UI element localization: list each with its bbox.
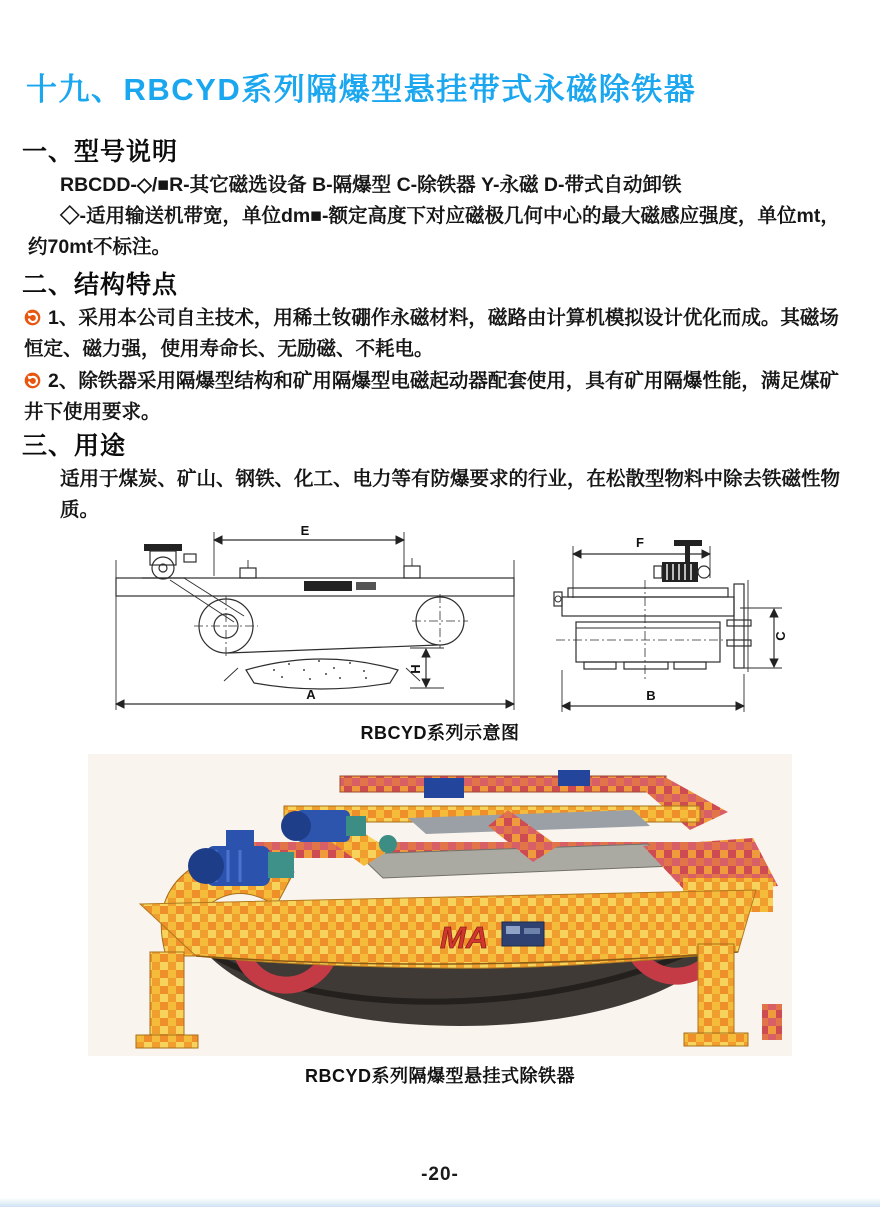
section-heading-usage: 三、用途 [22,432,127,460]
page-number: -20- [421,1164,459,1185]
page-title: 十九、RBCYD系列隔爆型悬挂带式永磁除铁器 [26,72,697,107]
usage-text: 适用于煤炭、矿山、钢铁、化工、电力等有防爆要求的行业，在松散型物料中除去铁磁性物质。 [60,468,841,521]
dim-label-B: B [646,688,656,703]
material-pile [246,659,398,689]
schematic-caption: RBCYD系列示意图 [360,723,520,743]
dim-label-F: F [636,535,644,550]
dim-label-A: A [306,687,316,702]
orange-arrow-bullet-icon [24,305,41,322]
structure-bullet-2-text: 2、除铁器采用隔爆型结构和矿用隔爆型电磁起动器配套使用，具有矿用隔爆性能，满足煤矿井下使用要求。 [24,370,839,423]
photo-caption: RBCYD系列隔爆型悬挂式除铁器 [304,1066,575,1086]
model-note-line: ◇-适用输送机带宽，单位dm■-额定高度下对应磁极几何中心的最大磁感应强度，单位mt，约70mt不标注。 [28,205,840,258]
schematic-end-view [548,528,848,733]
schematic-side-view [104,518,524,723]
structure-bullet-1-text: 1、采用本公司自主技术，用稀土钕硼作永磁材料，磁路由计算机模拟设计优化而成。其磁场恒定、磁力强，使用寿命长、无励磁、不耗电。 [24,307,839,360]
structure-bullet-1 [24,303,856,365]
section-heading-model: 一、型号说明 [22,138,179,166]
model-code-line: RBCDD-◇/■R-其它磁选设备 B-隔爆型 C-除铁器 Y-永磁 D-带式自动卸铁 [60,174,682,196]
structure-bullet-2 [24,366,856,428]
dim-label-E: E [300,523,310,538]
orange-arrow-bullet-icon [24,368,41,385]
section-heading-structure: 二、结构特点 [22,271,179,299]
ma-safety-badge: MA [440,920,489,955]
material-dots [273,660,367,680]
dim-label-C: C [773,631,788,641]
diagram-nameplate [304,581,352,591]
dim-label-H: H [408,664,423,674]
structure-bullet-list [24,303,856,429]
product-photo [88,754,792,1061]
scan-edge-artifact [0,1198,880,1207]
